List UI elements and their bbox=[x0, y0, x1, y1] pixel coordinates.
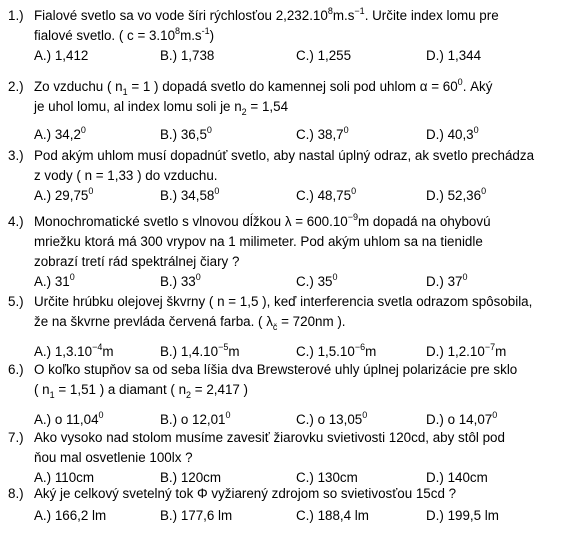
superscript: 0 bbox=[206, 125, 212, 135]
answer-option-d bbox=[426, 508, 499, 524]
superscript: 0 bbox=[69, 272, 75, 282]
answer-option-b bbox=[160, 344, 239, 360]
subscript: 1 bbox=[122, 87, 128, 97]
question-text-line bbox=[34, 254, 239, 270]
answer-option-a bbox=[34, 470, 94, 486]
superscript: 0 bbox=[195, 272, 201, 282]
text-run: B.) 33 bbox=[160, 274, 196, 289]
answer-option-c bbox=[296, 48, 351, 64]
text-run: B.) 1,4.10 bbox=[160, 344, 219, 359]
question-text-line bbox=[34, 382, 248, 398]
answer-option-c bbox=[296, 344, 376, 360]
question-number: 3.) bbox=[8, 148, 24, 163]
answer-option-b bbox=[160, 274, 201, 290]
text-run: B.) 120cm bbox=[160, 470, 222, 485]
subscript: 2 bbox=[241, 107, 247, 117]
text-run: B.) o 12,01 bbox=[160, 412, 226, 427]
text-run: O koľko stupňov sa od seba líšia dva Brewsterové uhly úplnej polarizácie pre sklo bbox=[34, 362, 518, 377]
text-run: C.) 35 bbox=[296, 274, 333, 289]
question-number: 1.) bbox=[8, 8, 24, 23]
answer-option-d bbox=[426, 48, 481, 64]
question-text-line bbox=[34, 362, 517, 378]
answer-option-d bbox=[426, 127, 479, 143]
text-run: A.) 34,2 bbox=[34, 127, 81, 142]
superscript: 0 bbox=[80, 125, 86, 135]
answer-option-a bbox=[34, 48, 88, 64]
answer-option-b bbox=[160, 412, 231, 428]
text-run: = 2,417 ) bbox=[191, 382, 249, 397]
text-run: = 1,54 bbox=[246, 99, 289, 114]
superscript: 0 bbox=[98, 410, 104, 420]
text-run: C.) o 13,05 bbox=[296, 412, 363, 427]
text-run: ňou mal osvetlenie 100lx ? bbox=[34, 450, 193, 465]
text-run: . Aký bbox=[462, 79, 493, 94]
text-run: Ako vysoko nad stolom musíme zavesiť žiarovku svietivosti 120cd, aby stôl pod bbox=[34, 430, 505, 445]
superscript: −1 bbox=[354, 6, 365, 16]
text-run: = 1 ) dopadá svetlo do kamennej soli pod uhlom α = 60 bbox=[127, 79, 458, 94]
question-number: 7.) bbox=[8, 430, 24, 445]
superscript: -1 bbox=[201, 26, 210, 36]
superscript: 0 bbox=[225, 410, 231, 420]
text-run: je uhol lomu, al index lomu soli je n bbox=[34, 99, 242, 114]
question-text-line bbox=[34, 79, 492, 95]
text-run: m bbox=[102, 344, 114, 359]
text-run: A.) 110cm bbox=[34, 470, 95, 485]
superscript: −9 bbox=[347, 212, 358, 222]
question-text-line bbox=[34, 8, 499, 24]
superscript: −5 bbox=[218, 342, 229, 352]
text-run: D.) 52,36 bbox=[426, 188, 482, 203]
text-run: B.) 36,5 bbox=[160, 127, 207, 142]
text-run: m dopadá na ohybovú bbox=[358, 214, 491, 229]
superscript: 0 bbox=[473, 125, 479, 135]
answer-option-a bbox=[34, 188, 93, 204]
question-number: 4.) bbox=[8, 214, 24, 229]
question-text-line bbox=[34, 28, 214, 44]
text-run: = 1,51 ) a diamant ( n bbox=[54, 382, 187, 397]
text-run: m bbox=[228, 344, 240, 359]
text-run: Pod akým uhlom musí dopadnúť svetlo, aby nastal úplný odraz, ak svetlo prechádza bbox=[34, 148, 535, 163]
superscript: 0 bbox=[332, 272, 338, 282]
answer-option-c bbox=[296, 470, 358, 486]
question-number: 6.) bbox=[8, 362, 24, 377]
question-text-line bbox=[34, 450, 193, 466]
answer-option-d bbox=[426, 188, 486, 204]
question-text-line bbox=[34, 234, 483, 250]
answer-option-d bbox=[426, 274, 467, 290]
text-run: D.) 199,5 lm bbox=[426, 508, 499, 523]
answer-option-b bbox=[160, 470, 221, 486]
answer-option-a bbox=[34, 344, 113, 360]
question-text-line bbox=[34, 294, 532, 310]
text-run: z vody ( n = 1,33 ) do vzduchu. bbox=[34, 168, 218, 183]
text-run: A.) 29,75 bbox=[34, 188, 89, 203]
superscript: 8 bbox=[327, 6, 333, 16]
text-run: C.) 188,4 lm bbox=[296, 508, 369, 523]
question-text-line bbox=[34, 486, 456, 502]
text-run: A.) 1,412 bbox=[34, 48, 89, 63]
superscript: −7 bbox=[484, 342, 496, 352]
answer-option-d bbox=[426, 412, 497, 428]
text-run: Zo vzduchu ( n bbox=[34, 79, 123, 94]
text-run: m bbox=[495, 344, 507, 359]
superscript: 0 bbox=[351, 186, 357, 196]
text-run: Monochromatické svetlo s vlnovou dĺžkou λ = 600.10 bbox=[34, 214, 348, 229]
text-run: Určite hrúbku olejovej škvrny ( n = 1,5 ), keď interferencia svetla odrazom spôsobila, bbox=[34, 294, 533, 309]
answer-option-c bbox=[296, 274, 337, 290]
superscript: 0 bbox=[343, 125, 349, 135]
text-run: C.) 38,7 bbox=[296, 127, 344, 142]
text-run: A.) 31 bbox=[34, 274, 70, 289]
text-run: Aký je celkový svetelný tok Φ vyžiarený zdrojom so svietivosťou 15cd ? bbox=[34, 486, 457, 501]
answer-option-b bbox=[160, 508, 232, 524]
answer-option-c bbox=[296, 412, 367, 428]
question-number: 2.) bbox=[8, 79, 24, 94]
text-run: A.) 1,3.10 bbox=[34, 344, 93, 359]
answer-option-c bbox=[296, 127, 349, 143]
text-run: B.) 1,738 bbox=[160, 48, 215, 63]
text-run: ) bbox=[209, 28, 215, 43]
question-number: 8.) bbox=[8, 486, 24, 501]
subscript: 2 bbox=[186, 390, 192, 400]
text-run: mriežku ktorá má 300 vrypov na 1 milimeter. Pod akým uhlom sa na tienidle bbox=[34, 234, 483, 249]
question-number: 5.) bbox=[8, 294, 24, 309]
text-run: = 720nm ). bbox=[277, 314, 346, 329]
text-run: m.s bbox=[332, 8, 355, 23]
question-text-line bbox=[34, 168, 217, 184]
text-run: zobrazí tretí rád spektrálnej čiary ? bbox=[34, 254, 240, 269]
text-run: B.) 34,58 bbox=[160, 188, 215, 203]
text-run: D.) 40,3 bbox=[426, 127, 474, 142]
text-run: C.) 130cm bbox=[296, 470, 358, 485]
text-run: m.s bbox=[180, 28, 202, 43]
answer-option-a bbox=[34, 274, 75, 290]
superscript: 0 bbox=[481, 186, 487, 196]
superscript: 0 bbox=[492, 410, 498, 420]
superscript: 8 bbox=[175, 26, 181, 36]
text-run: že na škvrne prevláda červená farba. ( λ bbox=[34, 314, 273, 329]
text-run: D.) 140cm bbox=[426, 470, 488, 485]
text-run: . Určite index lomu pre bbox=[364, 8, 499, 23]
superscript: −4 bbox=[92, 342, 103, 352]
answer-option-a bbox=[34, 412, 104, 428]
answer-option-d bbox=[426, 344, 506, 360]
subscript: č bbox=[272, 322, 278, 332]
text-run: D.) o 14,07 bbox=[426, 412, 493, 427]
answer-option-c bbox=[296, 508, 369, 524]
text-run: C.) 1,5.10 bbox=[296, 344, 355, 359]
question-text-line bbox=[34, 430, 505, 446]
superscript: 0 bbox=[88, 186, 94, 196]
question-text-line bbox=[34, 99, 288, 115]
answer-option-b bbox=[160, 127, 212, 143]
text-run: fialové svetlo. ( c = 3.10 bbox=[34, 28, 176, 43]
text-run: D.) 1,344 bbox=[426, 48, 482, 63]
superscript: 0 bbox=[462, 272, 468, 282]
text-run: D.) 37 bbox=[426, 274, 463, 289]
text-run: ( n bbox=[34, 382, 50, 397]
answer-option-b bbox=[160, 188, 219, 204]
answer-option-d bbox=[426, 470, 488, 486]
answer-option-c bbox=[296, 188, 356, 204]
superscript: 0 bbox=[457, 77, 463, 87]
answer-option-a bbox=[34, 508, 106, 524]
text-run: B.) 177,6 lm bbox=[160, 508, 233, 523]
question-text-line bbox=[34, 314, 346, 330]
question-text-line bbox=[34, 148, 534, 164]
text-run: A.) o 11,04 bbox=[34, 412, 99, 427]
answer-option-b bbox=[160, 48, 214, 64]
superscript: −6 bbox=[354, 342, 366, 352]
text-run: Fialové svetlo sa vo vode šíri rýchlosťou 2,232.10 bbox=[34, 8, 328, 23]
text-run: C.) 1,255 bbox=[296, 48, 352, 63]
text-run: m bbox=[365, 344, 377, 359]
text-run: D.) 1,2.10 bbox=[426, 344, 485, 359]
text-run: A.) 166,2 lm bbox=[34, 508, 107, 523]
subscript: 1 bbox=[49, 390, 55, 400]
question-text-line bbox=[34, 214, 491, 230]
answer-option-a bbox=[34, 127, 86, 143]
superscript: 0 bbox=[214, 186, 220, 196]
superscript: 0 bbox=[362, 410, 368, 420]
text-run: C.) 48,75 bbox=[296, 188, 352, 203]
